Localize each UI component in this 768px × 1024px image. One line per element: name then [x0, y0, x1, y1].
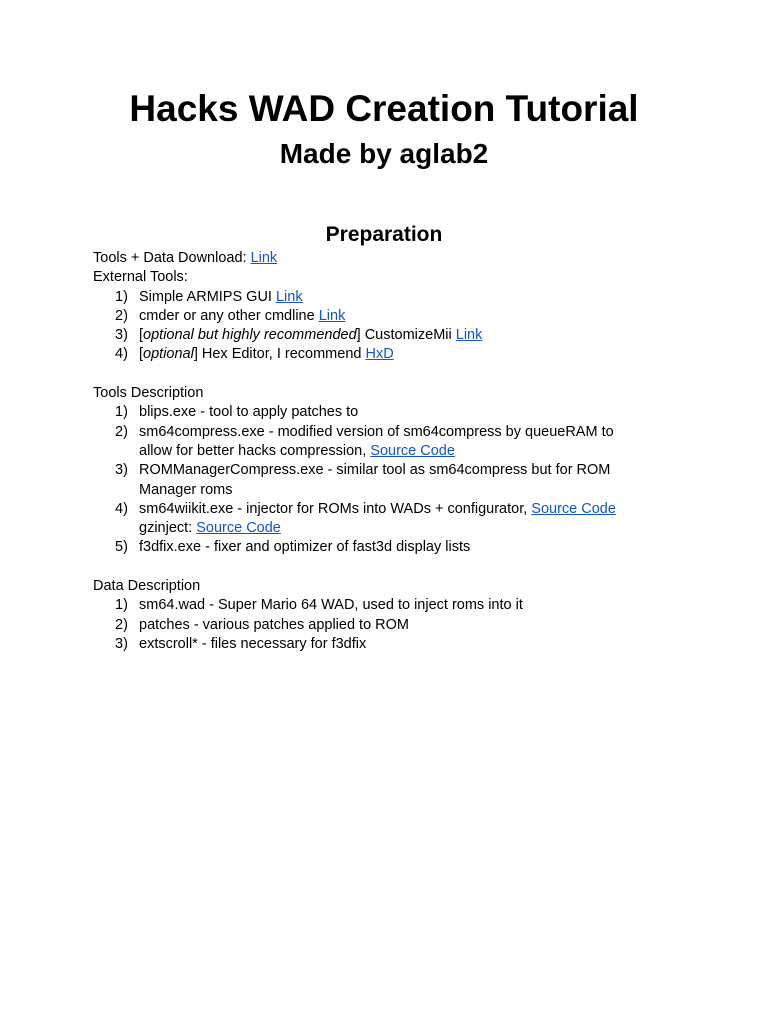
hxd-link[interactable]: HxD — [365, 346, 394, 363]
tool-description-item — [93, 538, 673, 557]
list-item-text: allow for better hacks compression, — [139, 442, 371, 459]
list-number: 1) — [115, 597, 128, 614]
list-item-text: ] CustomizeMii — [356, 327, 456, 344]
download-link[interactable]: Link — [250, 250, 278, 266]
external-tools-label: External Tools: — [93, 269, 188, 286]
tool-description-item — [93, 500, 673, 539]
cmder-link[interactable]: Link — [318, 307, 346, 324]
document-subtitle: Made by aglab2 — [279, 138, 489, 169]
gzinject-source-link[interactable]: Source Code — [196, 520, 281, 537]
armips-gui-link[interactable]: Link — [275, 288, 303, 305]
sm64compress-source-link[interactable]: Source Code — [370, 442, 455, 459]
tools-description-heading: Tools Description — [93, 385, 204, 402]
tool-description-item — [93, 461, 673, 500]
data-description-item — [93, 616, 673, 635]
tool-description-item — [93, 403, 673, 422]
document-body — [93, 249, 673, 654]
sm64wiikit-source-link[interactable]: Source Code — [531, 500, 616, 517]
list-number: 2) — [115, 616, 128, 633]
section-heading-preparation: Preparation — [325, 223, 443, 246]
optional-note: optional but highly recommended — [143, 327, 357, 344]
download-label: Tools + Data Download: — [93, 250, 251, 266]
list-item-text: gzinject: — [139, 520, 197, 537]
tool-description-item — [93, 423, 673, 462]
list-number: 2) — [115, 307, 128, 324]
list-number: 4) — [115, 500, 128, 517]
bracket-open: [ — [139, 346, 144, 363]
list-item-text: cmder or any other cmdline — [139, 307, 319, 324]
list-number: 1) — [115, 404, 128, 421]
list-item-text: patches - various patches applied to ROM — [139, 616, 409, 633]
optional-note: optional — [143, 346, 194, 363]
external-tool-item — [93, 307, 673, 326]
list-number: 1) — [115, 288, 128, 305]
spacer — [93, 558, 673, 577]
data-description-item — [93, 596, 673, 615]
list-number: 3) — [115, 462, 128, 479]
list-item-text: sm64wiikit.exe - injector for ROMs into WADs + configurator, — [139, 500, 532, 517]
document-title: Hacks WAD Creation Tutorial — [129, 88, 639, 129]
list-number: 2) — [115, 423, 128, 440]
list-item-text: extscroll* - files necessary for f3dfix — [139, 635, 367, 652]
list-item-text: sm64.wad - Super Mario 64 WAD, used to inject roms into it — [139, 597, 523, 614]
bracket-open: [ — [139, 327, 144, 344]
spacer — [93, 365, 673, 384]
data-description-heading: Data Description — [93, 578, 201, 595]
list-item-text: sm64compress.exe - modified version of sm64compress by queueRAM to — [139, 423, 614, 440]
list-item-text: f3dfix.exe - fixer and optimizer of fast3d display lists — [139, 539, 471, 556]
list-item-text: Manager roms — [139, 481, 233, 498]
external-tool-item — [93, 326, 673, 345]
external-tool-item — [93, 345, 673, 364]
list-number: 3) — [115, 635, 128, 652]
download-line — [93, 249, 673, 268]
list-item-text: ] Hex Editor, I recommend — [193, 346, 366, 363]
list-number: 3) — [115, 327, 128, 344]
list-number: 4) — [115, 346, 128, 363]
list-item-text: blips.exe - tool to apply patches to — [139, 404, 359, 421]
list-number: 5) — [115, 539, 128, 556]
external-tool-item — [93, 288, 673, 307]
data-description-item — [93, 635, 673, 654]
list-item-text: Simple ARMIPS GUI — [139, 288, 276, 305]
list-item-text: ROMManagerCompress.exe - similar tool as sm64compress but for ROM — [139, 462, 611, 479]
customizemii-link[interactable]: Link — [455, 327, 483, 344]
